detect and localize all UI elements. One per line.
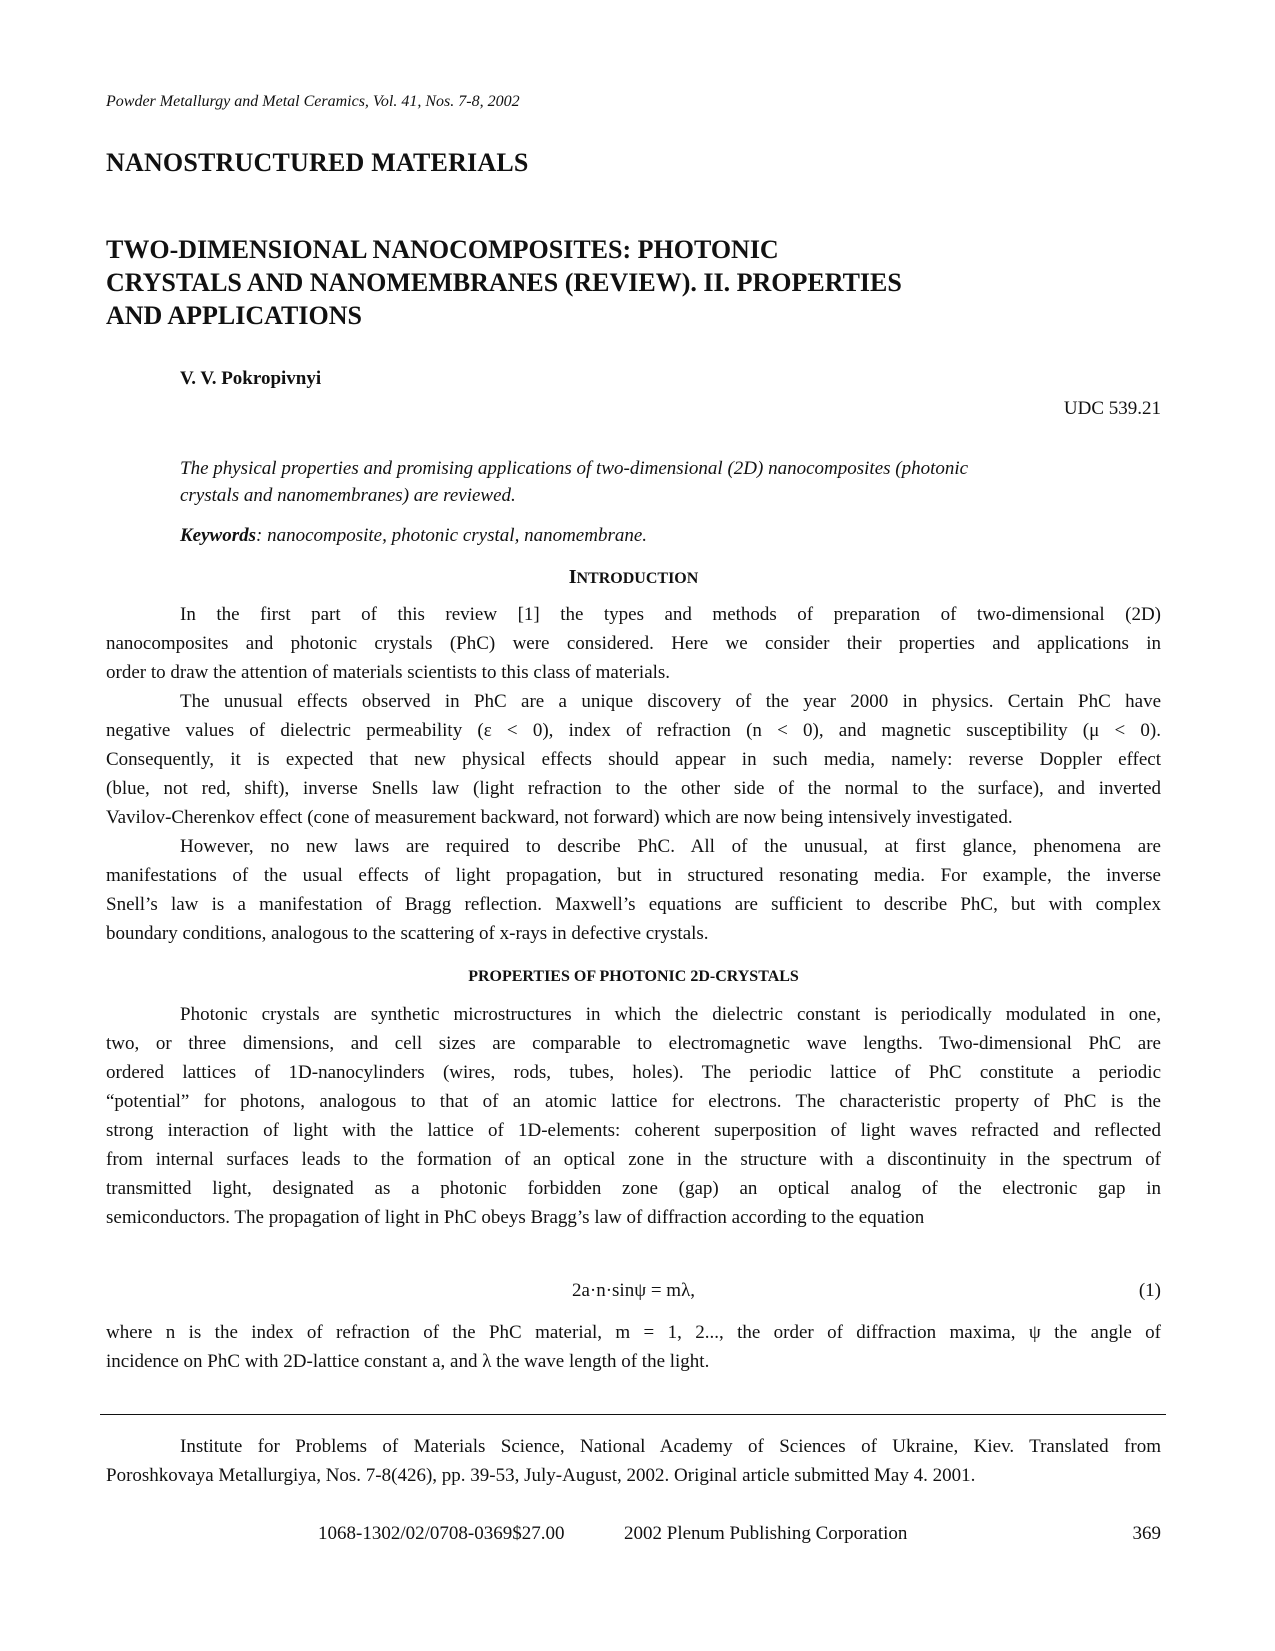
footnote-divider [100,1414,1166,1415]
introduction-paragraph-1 [106,600,1161,687]
introduction-heading [106,566,1161,589]
text-line: (blue, not red, shift), inverse Snells law (light refraction to the other side of the normal to the surface), and inverted [106,778,1161,799]
text-line: Vavilov-Cherenkov effect (cone of measurement backward, not forward) which are now being intensively investigated. [106,807,1013,828]
keywords [180,525,647,547]
text-line: from internal surfaces leads to the formation of an optical zone in the structure with a discontinuity in the spectrum of [106,1149,1161,1170]
text-line: semiconductors. The propagation of light in PhC obeys Bragg’s law of diffraction according to the equation [106,1207,925,1228]
bragg-equation [106,1280,1161,1309]
abstract-line: The physical properties and promising applications of two-dimensional (2D) nanocomposites (photonic [180,458,969,479]
title-line: TWO-DIMENSIONAL NANOCOMPOSITES: PHOTONIC [106,235,779,264]
text-line: The unusual effects observed in PhC are a unique discovery of the year 2000 in physics. Certain PhC have [180,691,1161,712]
copyright-notice: 2002 Plenum Publishing Corporation [624,1523,908,1544]
text-line: However, no new laws are required to describe PhC. All of the unusual, at first glance, phenomena are [180,836,1161,857]
text-line: two, or three dimensions, and cell sizes are comparable to electromagnetic wave lengths. Two-dimensional PhC are [106,1033,1161,1054]
equation-explanation [106,1318,1161,1376]
abstract [180,455,1160,509]
text-line: transmitted light, designated as a photonic forbidden zone (gap) an optical analog of the electronic gap in [106,1178,1161,1199]
issn-code: 1068-1302/02/0708-0369$27.00 [318,1523,565,1544]
affiliation-footnote [106,1432,1161,1490]
text-line: where n is the index of refraction of the PhC material, m = 1, 2..., the order of diffraction maxima, ψ the angle of [106,1322,1161,1343]
equation-number: (1) [1138,1280,1161,1301]
text-line: boundary conditions, analogous to the scattering of x-rays in defective crystals. [106,923,709,944]
page-number: 369 [1132,1523,1161,1544]
introduction-heading-rest: NTRODUCTION [576,570,699,587]
introduction-paragraph-3 [106,832,1161,948]
text-line: ordered lattices of 1D-nanocylinders (wires, rods, tubes, holes). The periodic lattice of PhC constitute a periodic [106,1062,1161,1083]
text-line: nanocomposites and photonic crystals (PhC) were considered. Here we consider their properties and applications in [106,633,1161,654]
footnote-line: Poroshkovaya Metallurgiya, Nos. 7-8(426), pp. 39-53, July-August, 2002. Original article submitted May 4. 2001. [106,1465,976,1486]
keywords-text: : nanocomposite, photonic crystal, nanomembrane. [256,525,648,546]
text-line: manifestations of the usual effects of light propagation, but in structured resonating media. For example, the inverse [106,865,1161,886]
title-line: CRYSTALS AND NANOMEMBRANES (REVIEW). II. PROPERTIES [106,268,902,297]
text-line: strong interaction of light with the lattice of 1D-elements: coherent superposition of light waves refracted and reflected [106,1120,1161,1141]
text-line: Photonic crystals are synthetic microstructures in which the dielectric constant is periodically modulated in one, [180,1004,1161,1025]
title-line: AND APPLICATIONS [106,301,362,330]
journal-citation: Powder Metallurgy and Metal Ceramics, Vol. 41, Nos. 7-8, 2002 [106,93,520,110]
keywords-label: Keywords [180,525,256,546]
text-line: Snell’s law is a manifestation of Bragg reflection. Maxwell’s equations are sufficient to describe PhC, but with complex [106,894,1161,915]
section-heading: NANOSTRUCTURED MATERIALS [106,148,529,177]
text-line: “potential” for photons, analogous to that of an atomic lattice for electrons. The characteristic property of PhC is the [106,1091,1161,1112]
introduction-heading-initial: I [568,566,577,588]
text-line: negative values of dielectric permeability (ε < 0), index of refraction (n < 0), and magnetic susceptibility (μ < 0). [106,720,1161,741]
text-line: incidence on PhC with 2D-lattice constant a, and λ the wave length of the light. [106,1351,710,1372]
introduction-paragraph-2 [106,687,1161,832]
text-line: In the first part of this review [1] the types and methods of preparation of two-dimensional (2D) [180,604,1161,625]
abstract-line: crystals and nanomembranes) are reviewed. [180,485,516,506]
text-line: Consequently, it is expected that new physical effects should appear in such media, namely: reverse Doppler effect [106,749,1161,770]
properties-heading: PROPERTIES OF PHOTONIC 2D-CRYSTALS [468,968,799,985]
equation-expression: 2a·n·sinψ = mλ, [571,1280,696,1301]
text-line: order to draw the attention of materials scientists to this class of materials. [106,662,671,683]
properties-paragraph [106,1000,1161,1232]
author-name: V. V. Pokropivnyi [180,368,322,389]
footnote-line: Institute for Problems of Materials Science, National Academy of Sciences of Ukraine, Kiev. Translated from [180,1436,1161,1457]
article-title [106,233,1046,332]
udc-code: UDC 539.21 [1063,398,1161,419]
